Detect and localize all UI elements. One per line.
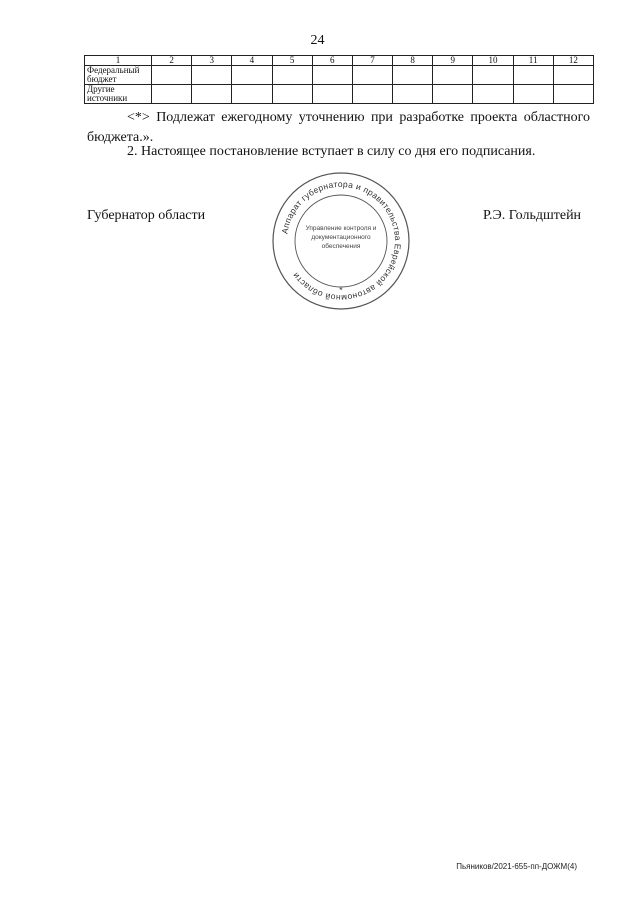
table-header-cell: 3 bbox=[192, 56, 232, 66]
table-header-cell: 2 bbox=[152, 56, 192, 66]
stamp-center-line: Управление контроля и bbox=[305, 225, 377, 232]
signer-title: Губернатор области bbox=[87, 208, 206, 223]
table-cell bbox=[232, 85, 272, 104]
table-cell bbox=[393, 66, 433, 85]
table-cell bbox=[473, 85, 513, 104]
table-cell bbox=[232, 66, 272, 85]
table-cell bbox=[312, 66, 352, 85]
table-header-cell: 5 bbox=[272, 56, 312, 66]
signer-name: Р.Э. Гольдштейн bbox=[483, 208, 582, 223]
table-header-cell: 1 bbox=[85, 56, 152, 66]
clause-2: 2. Настоящее постановление вступает в силу со дня его подписания. bbox=[127, 144, 536, 159]
table-cell bbox=[393, 85, 433, 104]
table-header-cell: 10 bbox=[473, 56, 513, 66]
table-cell bbox=[192, 66, 232, 85]
table-cell bbox=[152, 66, 192, 85]
table-header-cell: 12 bbox=[553, 56, 593, 66]
table-cell bbox=[272, 85, 312, 104]
table-header-cell: 11 bbox=[513, 56, 553, 66]
official-stamp bbox=[270, 170, 412, 312]
page-number: 24 bbox=[310, 33, 325, 48]
table-header-cell: 9 bbox=[433, 56, 473, 66]
table-cell bbox=[352, 85, 392, 104]
table-header-cell: 7 bbox=[352, 56, 392, 66]
stamp-center-line: обеспечения bbox=[321, 243, 361, 250]
table-cell bbox=[513, 66, 553, 85]
stamp-ring-text-path: Аппарат губернатора и правительства Еврейской автономной области bbox=[279, 178, 404, 304]
table-cell bbox=[513, 85, 553, 104]
table-cell bbox=[152, 85, 192, 104]
table-row bbox=[85, 66, 594, 85]
table-header-cell: 8 bbox=[393, 56, 433, 66]
stamp-inner-ring bbox=[295, 195, 387, 287]
table-cell bbox=[192, 85, 232, 104]
table-cell bbox=[272, 66, 312, 85]
budget-table bbox=[84, 55, 594, 104]
table-cell bbox=[433, 66, 473, 85]
table-cell bbox=[473, 66, 513, 85]
table-cell bbox=[352, 66, 392, 85]
table-cell bbox=[312, 85, 352, 104]
document-code: Пьяников/2021-655-пп-ДОЖМ(4) bbox=[456, 862, 577, 871]
stamp-center-line: документационного bbox=[311, 234, 371, 241]
row-label-other-sources: Другие источники bbox=[85, 85, 152, 104]
table-header-cell: 6 bbox=[312, 56, 352, 66]
table-cell bbox=[553, 85, 593, 104]
table-header-cell: 4 bbox=[232, 56, 272, 66]
stamp-mark: * bbox=[339, 285, 343, 295]
table-cell bbox=[553, 66, 593, 85]
table-row bbox=[85, 85, 594, 104]
row-label-federal-budget: Федеральный бюджет bbox=[85, 66, 152, 85]
table-cell bbox=[433, 85, 473, 104]
table-header-row bbox=[85, 56, 594, 66]
footnote: <*> Подлежат ежегодному уточнению при разработке проекта областного бюджета.». bbox=[87, 110, 590, 145]
